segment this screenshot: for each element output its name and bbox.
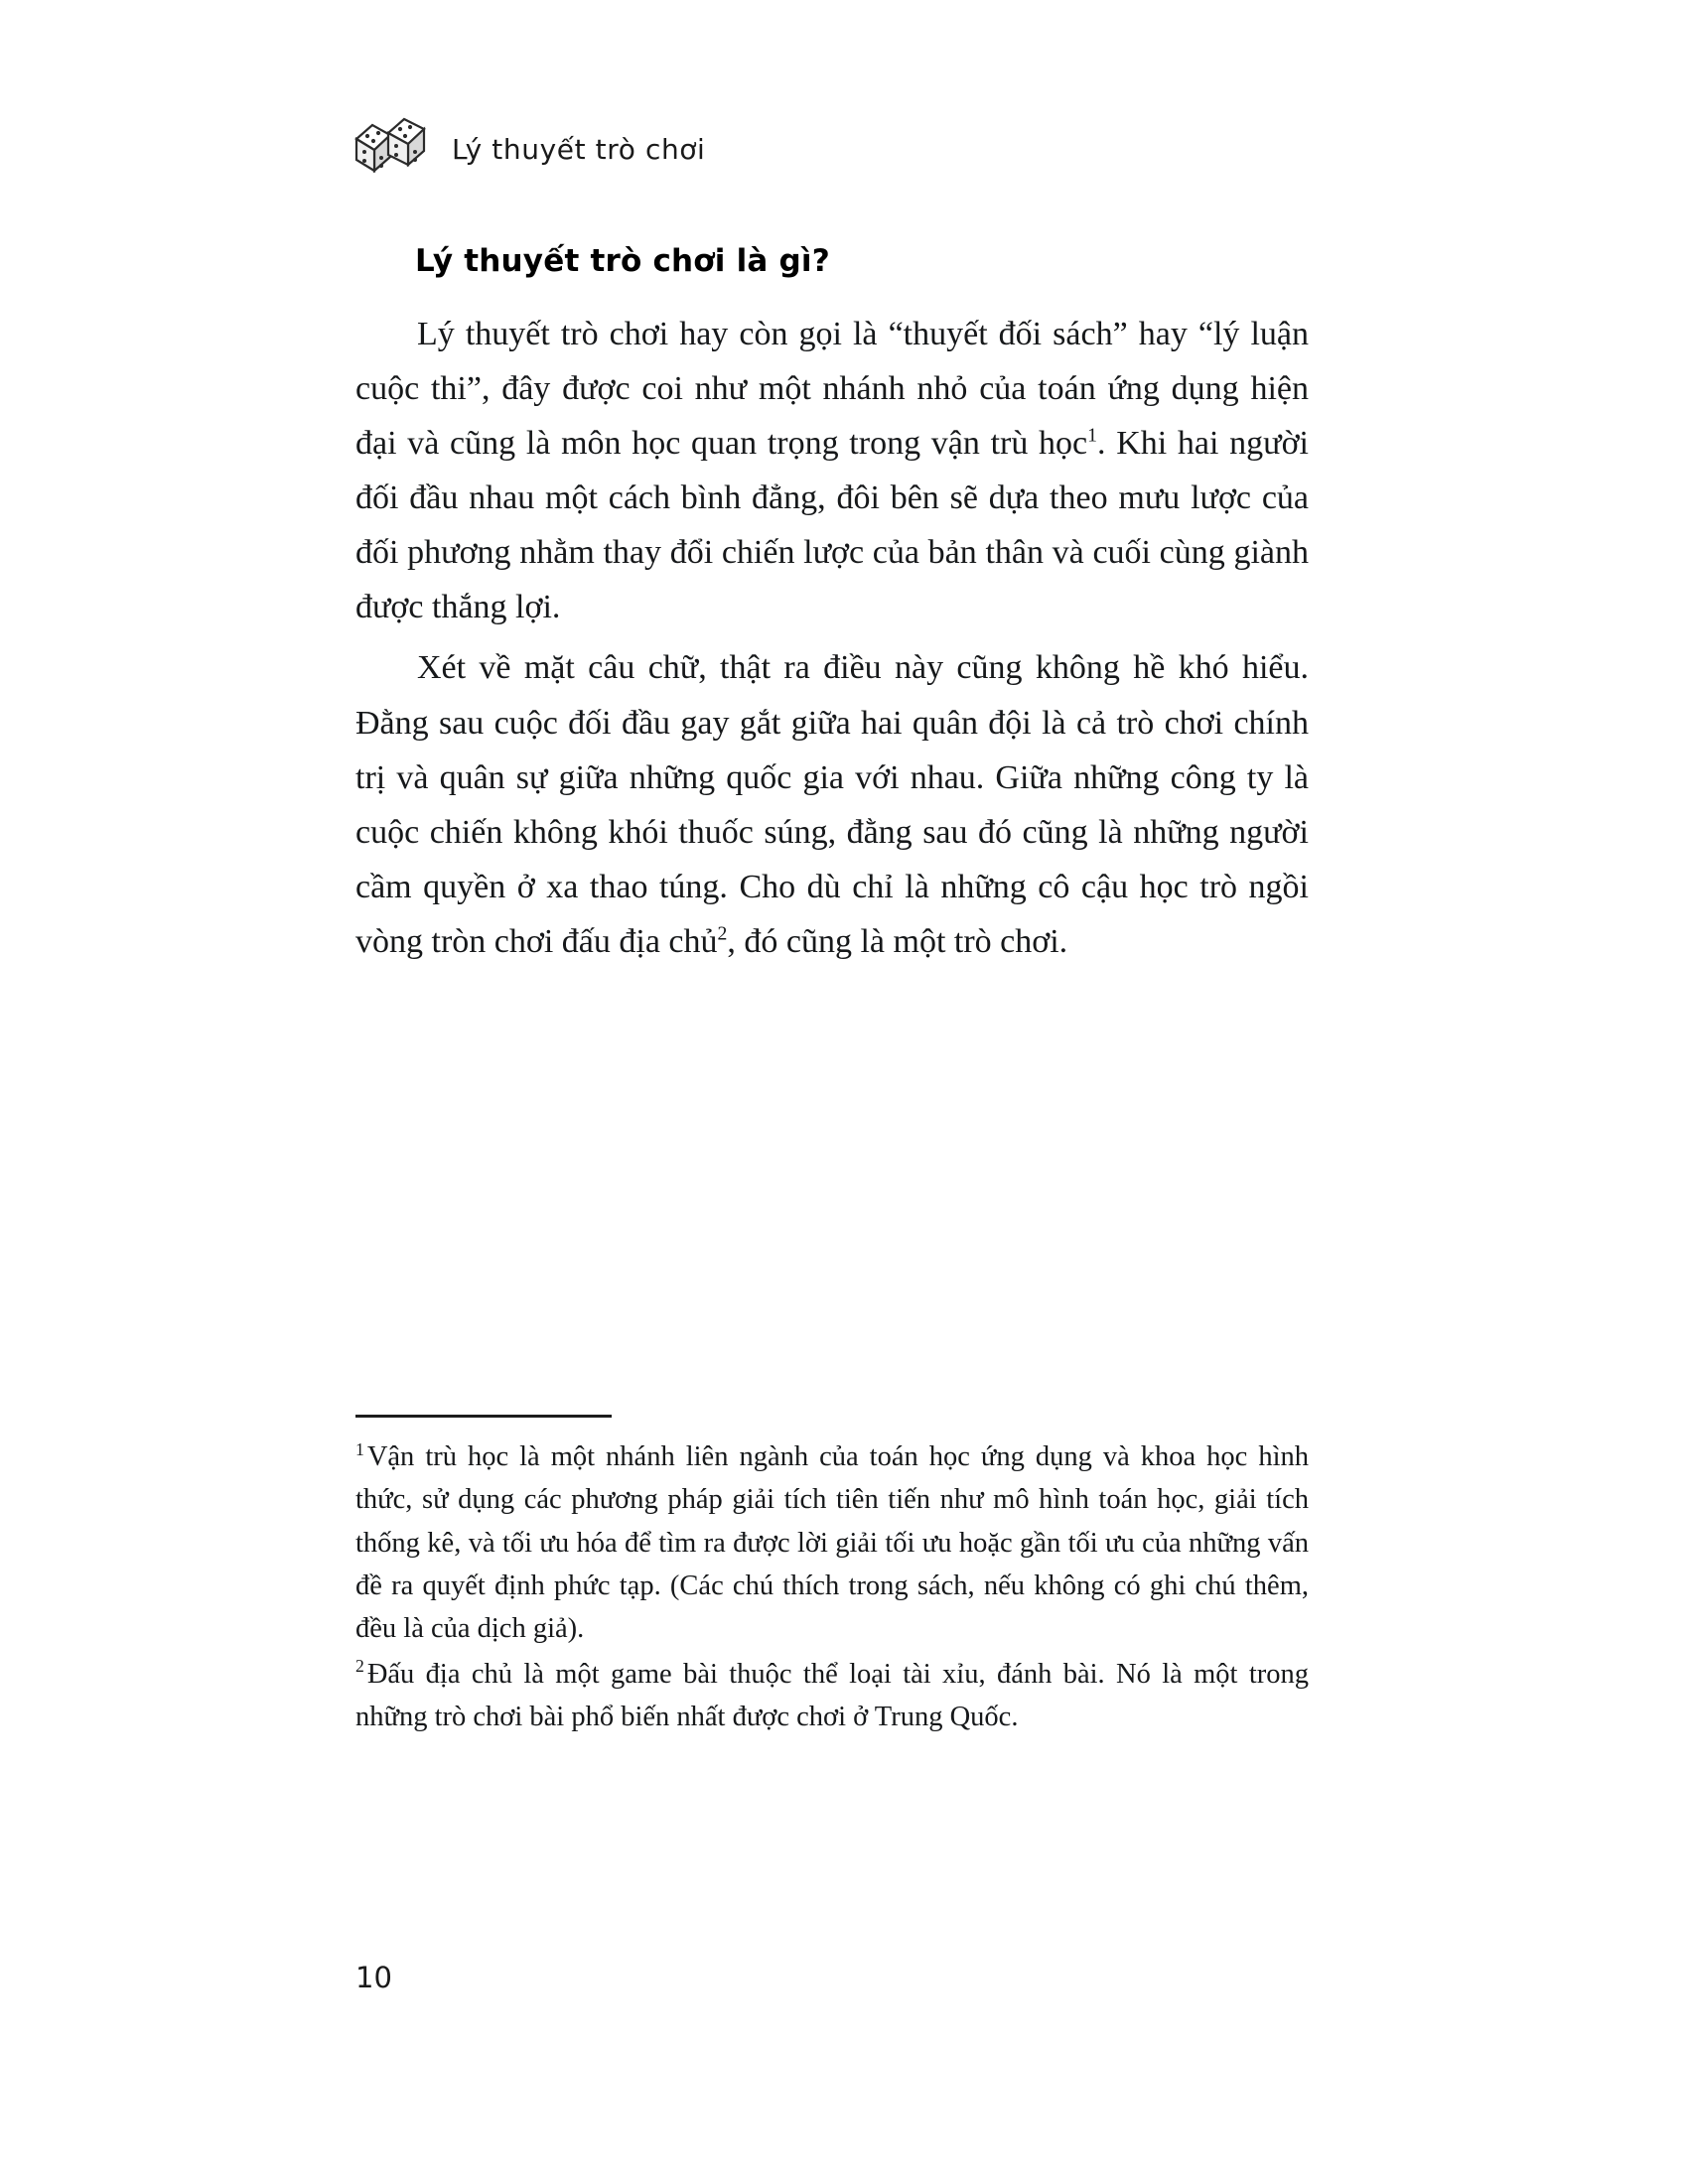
paragraph-text-cont: , đó cũng là một trò chơi. [727, 922, 1068, 960]
footnote-separator-rule [355, 1415, 612, 1418]
page-number: 10 [355, 1961, 392, 1994]
running-header-title: Lý thuyết trò chơi [452, 132, 706, 166]
main-text-column [355, 243, 1309, 969]
footnote-text: Vận trù học là một nhánh liên ngành của toán học ứng dụng và khoa học hình thức, sử dụng các phương pháp giải tích tiên tiến như mô hình toán học, giải tích thống kê, và tối ưu hóa để tìm ra được lời giải tối ưu hoặc gần tối ưu của những vấn đề ra quyết định phức tạp. (Các chú thích trong sách, nếu không có ghi chú thêm, đều là của dịch giả). [355, 1441, 1309, 1645]
footnote-text: Đấu địa chủ là một game bài thuộc thể loại tài xỉu, đánh bài. Nó là một trong những trò chơi bài phổ biến nhất được chơi ở Trung Quốc. [355, 1658, 1309, 1732]
body-paragraph [355, 640, 1309, 968]
footnote-reference-2[interactable]: 2 [717, 922, 728, 945]
footnotes-block [355, 1415, 1309, 1738]
footnote-item [355, 1653, 1309, 1739]
paragraph-text-cont: . Khi hai người đối đầu nhau một cách bình đẳng, đôi bên sẽ dựa theo mưu lược của đối phương nhằm thay đổi chiến lược của bản thân và cuối cùng giành được thắng lợi. [355, 425, 1310, 626]
paragraph-text: Xét về mặt câu chữ, thật ra điều này cũng không hề khó hiểu. Đằng sau cuộc đối đầu gay gắt giữa hai quân đội là cả trò chơi chính trị và quân sự giữa những quốc gia với nhau. Giữa những công ty là cuộc chiến không khói thuốc súng, đằng sau đó cũng là những người cầm quyền ở xa thao túng. Cho dù chỉ là những cô cậu học trò ngồi vòng tròn chơi đấu địa chủ [355, 649, 1309, 960]
running-header [352, 109, 1345, 189]
footnote-marker: 1 [355, 1438, 364, 1459]
footnote-marker: 2 [355, 1656, 364, 1677]
section-heading: Lý thuyết trò chơi là gì? [415, 243, 830, 279]
body-paragraph [355, 307, 1309, 634]
dice-icon [352, 113, 430, 185]
footnote-reference-1[interactable]: 1 [1087, 424, 1097, 447]
footnote-item [355, 1435, 1309, 1651]
paragraph-text: Lý thuyết trò chơi hay còn gọi là “thuyết đối sách” hay “lý luận cuộc thi”, đây được coi như một nhánh nhỏ của toán ứng dụng hiện đại và cũng là môn học quan trọng trong vận trù học [355, 316, 1309, 463]
